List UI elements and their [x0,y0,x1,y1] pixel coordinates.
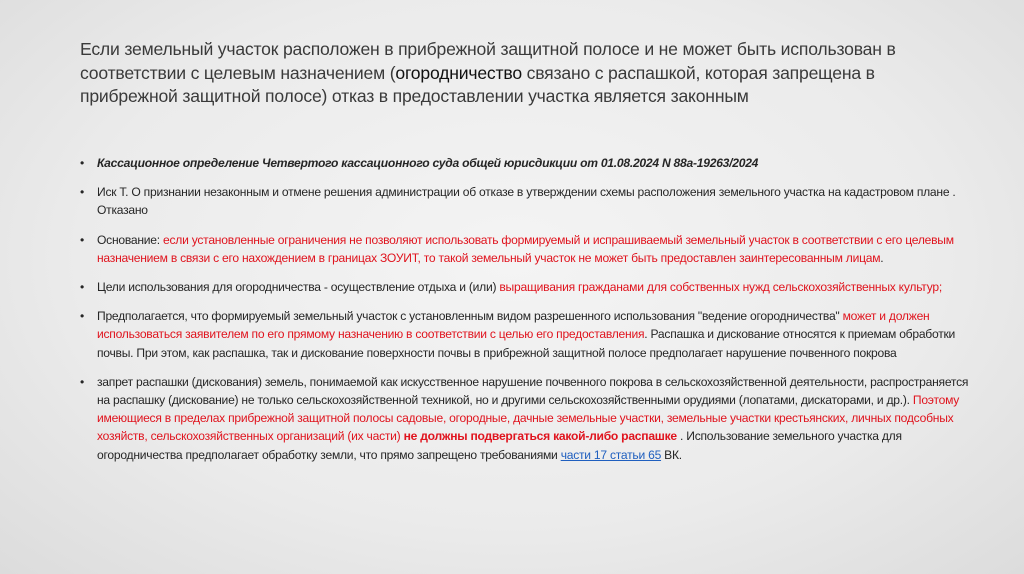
list-item [80,183,970,219]
text-run: . [880,250,884,265]
list-item [80,154,970,172]
text-run: Основание: [97,232,164,247]
text-run: огородничество [395,62,522,83]
list-item [80,307,970,362]
highlighted-text: если установленные ограничения не позволяют использовать формируемый и испрашиваемый земельный участок в соответствии с его целевым назначением в связи с его нахождением в границах ЗОУИТ, то такой земельный участок не может быть предоставлен заинтересованным лицам [97,232,954,265]
bullet-list [80,154,970,475]
text-run: запрет распашки (дискования) земель, понимаемой как искусственное нарушение почвенного покрова в сельскохозяйственной деятельности, распространяется на распашку (дискование) не только сельскохозяйственной техникой, но и другими сельскохозяйственными орудиями (лопатами, дискаторами, и др.). [97,374,969,408]
bullet-icon: • [80,309,84,324]
text-run: . Использование земельного участка для огородничества предполагает обработку земли, что прямо запрещено требованиями [97,429,902,462]
law-reference-link[interactable]: части 17 статьи 65 [560,447,662,462]
text-run: Если земельный участок расположен в прибрежной защитной полосе и не может быть использован в соответствии с целевым назначением ( [80,39,896,83]
bullet-icon: • [80,185,84,200]
slide-title [80,38,960,109]
list-item [80,231,970,267]
text-run: . Распашка и дискование относятся к приемам обработки почвы. При этом, как распашка, так и дискование поверхности почвы в прибрежной защитной полосе предполагает нарушение почвенного покрова [97,327,956,360]
text-run: Предполагается, что формируемый земельный участок с установленным видом разрешенного использования "ведение огородничества" [97,309,843,324]
bullet-icon: • [80,374,84,389]
list-item [80,278,970,296]
highlighted-text: Поэтому имеющиеся в пределах прибрежной защитной полосы садовые, огородные, дачные земельные участки, земельные участки крестьянских, личных подсобных хозяйств, сельскохозяйственных организаций (их части) [97,393,960,444]
highlighted-text: выращивания гражданами для собственных нужд сельскохозяйственных культур; [499,280,942,295]
bullet-icon: • [80,156,84,170]
bullet-icon: • [80,232,84,247]
text-run: Кассационное определение Четвертого кассационного суда общей юрисдикции от 01.08.2024 N 88а-19263/2024 [97,156,759,170]
text-run: ВК. [661,447,682,462]
text-run: Иск Т. О признании незаконным и отмене решения администрации об отказе в утверждении схемы расположения земельного участка на кадастровом плане . Отказано [97,185,956,218]
text-run: Цели использования для огородничества - осуществление отдыха и (или) [97,280,500,295]
highlighted-text: не должны подвергаться какой-либо распашке [403,429,677,444]
list-item [80,373,970,464]
text-run: связано с распашкой, которая запрещена в прибрежной защитной полосе) отказ в предоставлении участка является законным [80,62,875,107]
bullet-icon: • [80,280,84,295]
highlighted-text: может и должен использоваться заявителем по его прямому назначению в соответствии с целью его предоставления [97,309,930,342]
